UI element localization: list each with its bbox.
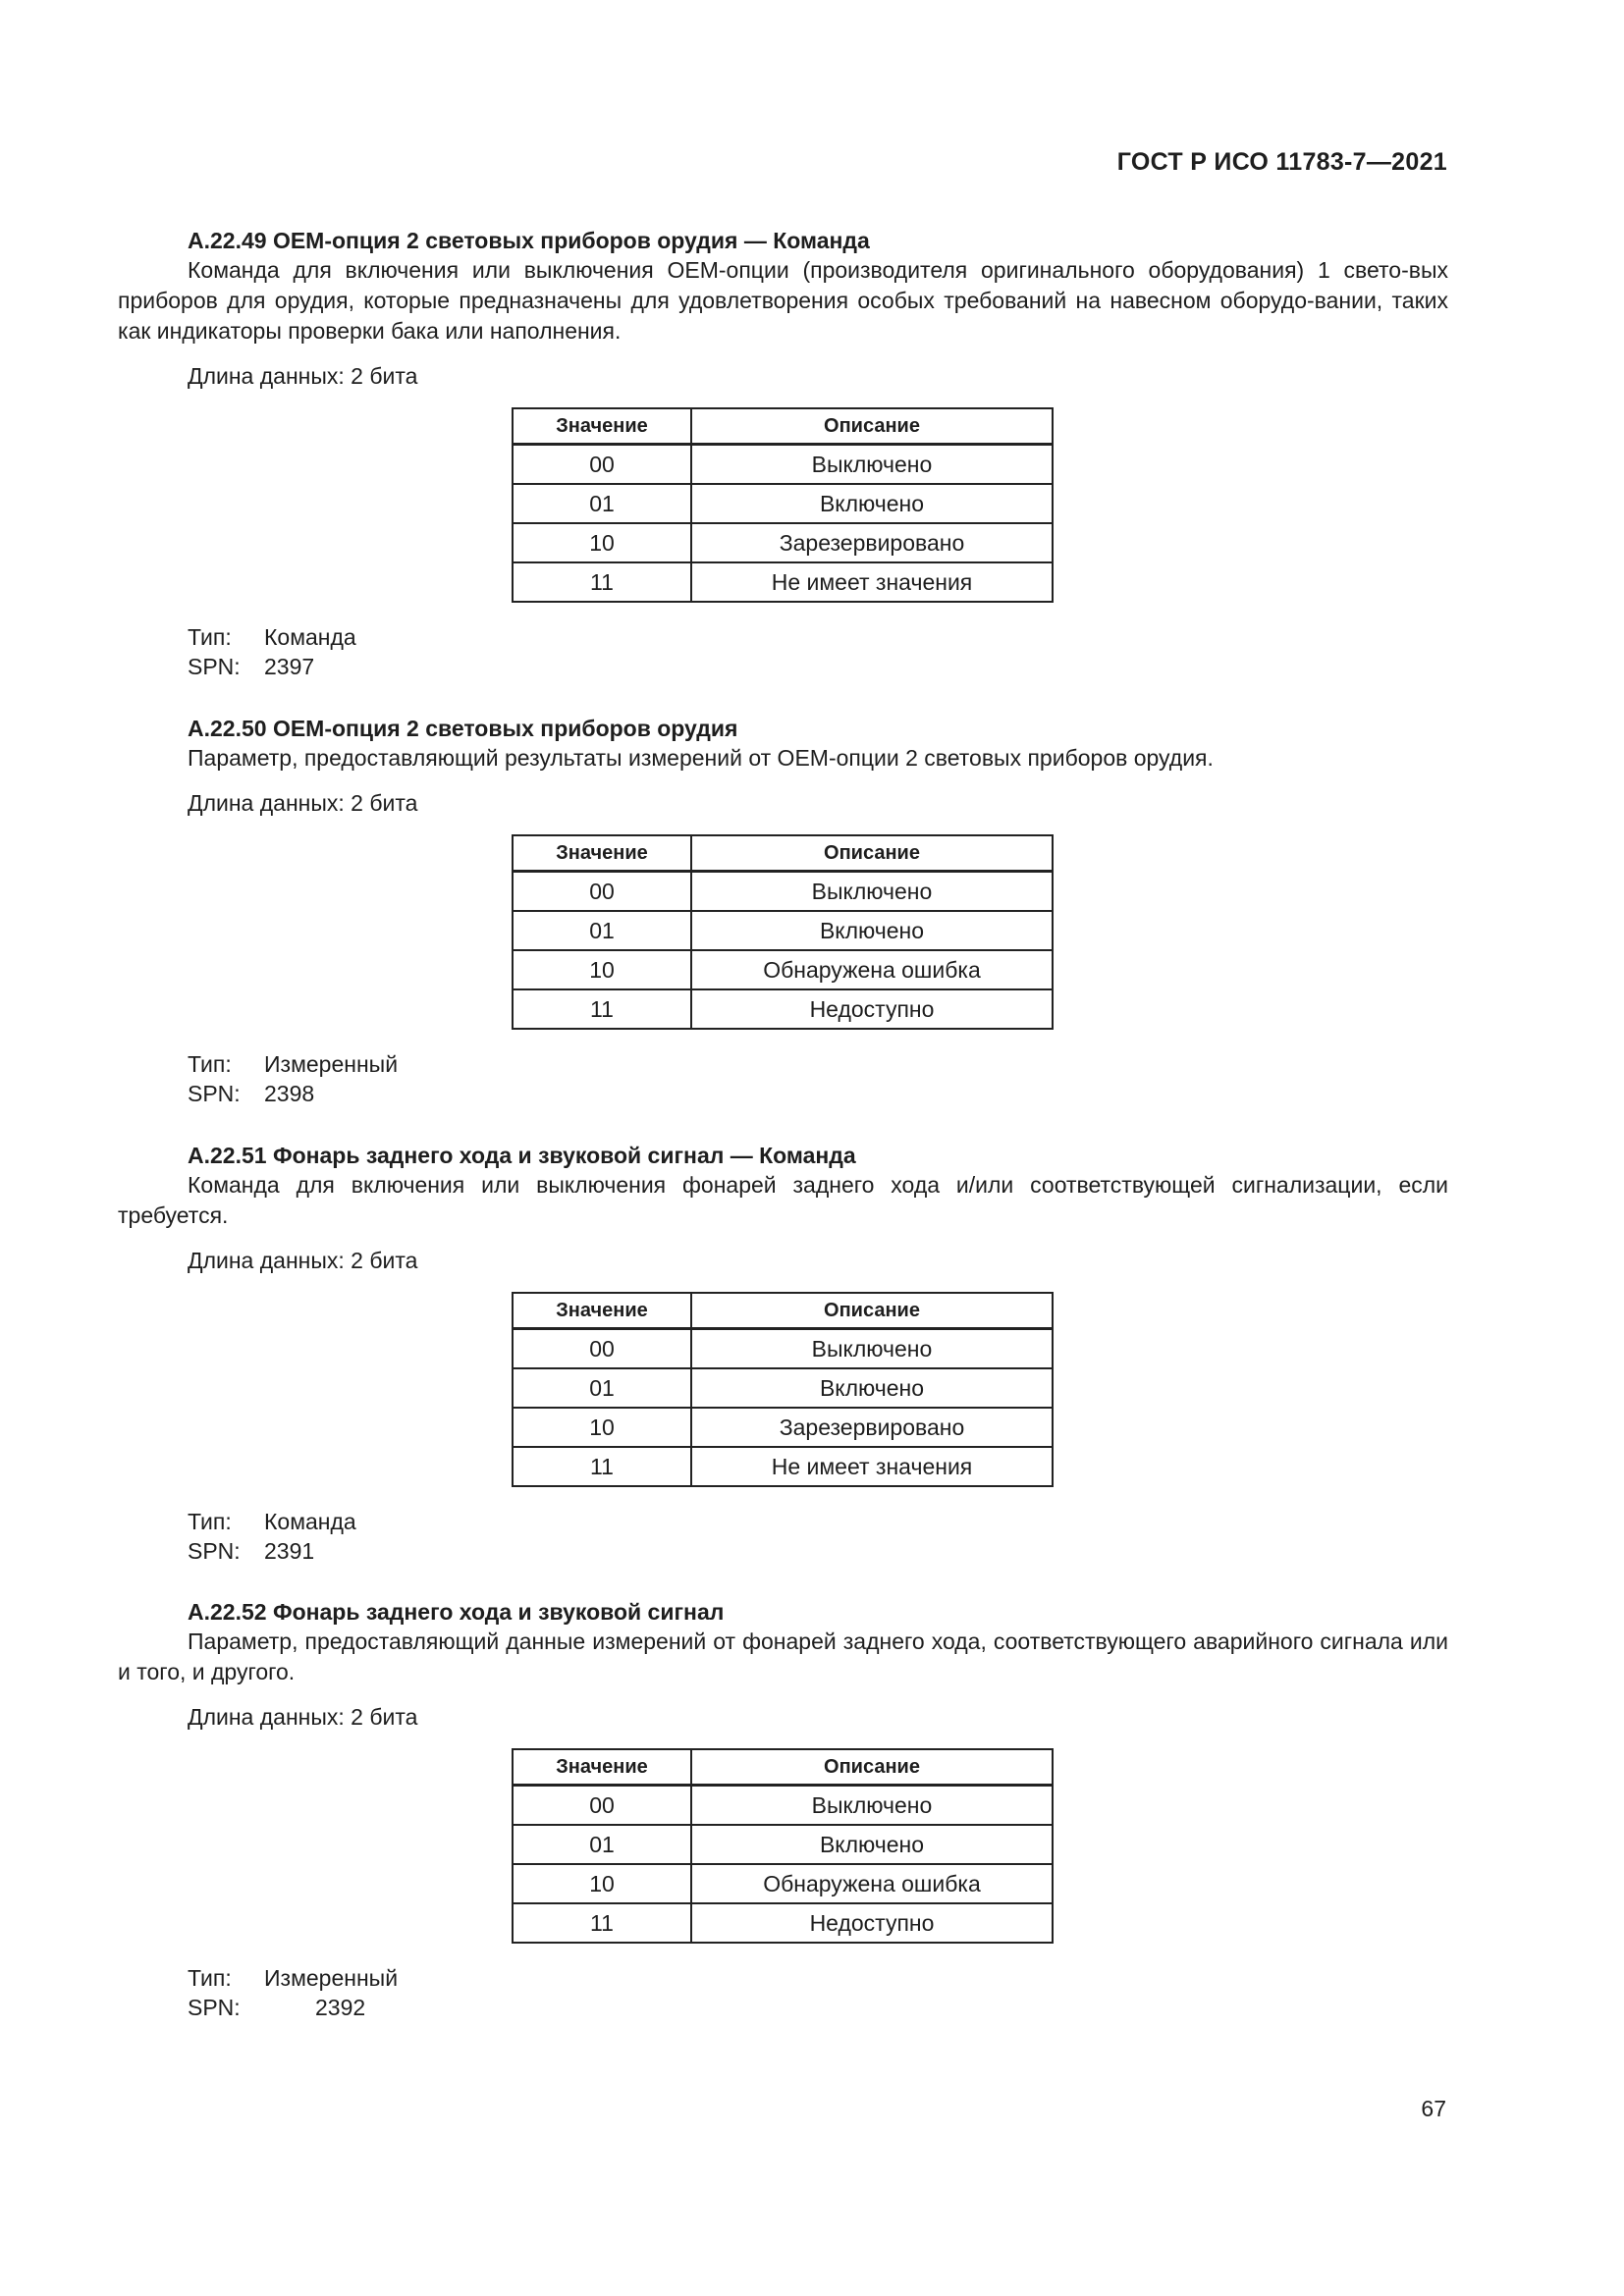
table-row — [513, 1408, 1053, 1447]
column-header-description: Описание — [691, 1293, 1053, 1329]
cell-description: Обнаружена ошибка — [691, 1864, 1053, 1903]
data-length: Длина данных: 2 бита — [188, 790, 418, 816]
spn-label: SPN: — [188, 1081, 241, 1106]
section-title: А.22.50 ОЕМ-опция 2 световых приборов орудия — [188, 716, 738, 741]
section-title: А.22.52 Фонарь заднего хода и звуковой сигнал — [188, 1599, 725, 1625]
section-a22-51 — [118, 1141, 1448, 1566]
values-table — [512, 834, 1054, 1030]
table-row — [513, 1447, 1053, 1486]
section-description: Команда для включения или выключения ОЕМ-опции (производителя оригинального оборудования) 1 свето-вых приборов для орудия, которые предназначены для удовлетворения особых требований на навесном оборудо-вании, таких как индикаторы проверки бака или наполнения. — [118, 257, 1448, 344]
table-row — [513, 484, 1053, 523]
data-length: Длина данных: 2 бита — [188, 1248, 418, 1273]
column-header-value: Значение — [513, 408, 691, 445]
cell-value: 00 — [513, 872, 691, 912]
type-value: Измеренный — [264, 1965, 399, 1991]
column-header-description: Описание — [691, 1749, 1053, 1786]
spn-value: 2398 — [264, 1081, 315, 1106]
cell-value: 00 — [513, 1329, 691, 1369]
spn-value: 2392 — [315, 1995, 366, 2020]
section-a22-49 — [118, 226, 1448, 681]
column-header-description: Описание — [691, 835, 1053, 872]
table-row — [513, 1825, 1053, 1864]
cell-value: 11 — [513, 1903, 691, 1943]
cell-description: Обнаружена ошибка — [691, 950, 1053, 989]
cell-value: 11 — [513, 989, 691, 1029]
type-value: Команда — [264, 624, 356, 650]
type-value: Команда — [264, 1509, 356, 1534]
cell-value: 01 — [513, 1825, 691, 1864]
section-a22-50 — [118, 714, 1448, 1108]
cell-description: Включено — [691, 484, 1053, 523]
column-header-value: Значение — [513, 1749, 691, 1786]
section-description: Параметр, предоставляющий результаты измерений от ОЕМ-опции 2 световых приборов орудия. — [188, 745, 1214, 771]
document-header: ГОСТ Р ИСО 11783-7—2021 — [1116, 148, 1447, 176]
cell-description: Недоступно — [691, 989, 1053, 1029]
type-label: Тип: — [188, 1509, 232, 1534]
cell-description: Выключено — [691, 1786, 1053, 1826]
cell-value: 10 — [513, 523, 691, 562]
cell-value: 10 — [513, 1864, 691, 1903]
section-description: Параметр, предоставляющий данные измерений от фонарей заднего хода, соответствующего аварийного сигнала или и того, и другого. — [118, 1629, 1448, 1684]
table-row — [513, 872, 1053, 912]
cell-description: Выключено — [691, 445, 1053, 485]
type-label: Тип: — [188, 1051, 232, 1077]
spn-label: SPN: — [188, 1538, 241, 1564]
cell-value: 11 — [513, 1447, 691, 1486]
table-row — [513, 1903, 1053, 1943]
table-row — [513, 911, 1053, 950]
values-table — [512, 1292, 1054, 1487]
section-meta — [188, 622, 1448, 681]
cell-value: 11 — [513, 562, 691, 602]
cell-value: 01 — [513, 484, 691, 523]
table-row — [513, 1864, 1053, 1903]
cell-description: Выключено — [691, 1329, 1053, 1369]
type-label: Тип: — [188, 624, 232, 650]
cell-description: Включено — [691, 911, 1053, 950]
spn-value: 2397 — [264, 654, 315, 679]
cell-description: Недоступно — [691, 1903, 1053, 1943]
column-header-value: Значение — [513, 1293, 691, 1329]
cell-description: Зарезервировано — [691, 523, 1053, 562]
cell-value: 10 — [513, 950, 691, 989]
table-row — [513, 989, 1053, 1029]
spn-value: 2391 — [264, 1538, 315, 1564]
column-header-value: Значение — [513, 835, 691, 872]
section-meta — [188, 1507, 1448, 1566]
column-header-description: Описание — [691, 408, 1053, 445]
section-meta — [188, 1963, 1448, 2022]
table-row — [513, 523, 1053, 562]
section-meta — [188, 1049, 1448, 1108]
page-number: 67 — [1421, 2096, 1446, 2121]
values-table — [512, 407, 1054, 603]
type-value: Измеренный — [264, 1051, 399, 1077]
section-description: Команда для включения или выключения фонарей заднего хода и/или соответствующей сигнализации, если требуется. — [118, 1172, 1448, 1228]
cell-value: 01 — [513, 911, 691, 950]
section-a22-52 — [118, 1597, 1448, 2022]
cell-value: 00 — [513, 1786, 691, 1826]
cell-description: Зарезервировано — [691, 1408, 1053, 1447]
cell-description: Выключено — [691, 872, 1053, 912]
data-length: Длина данных: 2 бита — [188, 1704, 418, 1730]
table-row — [513, 445, 1053, 485]
spn-label: SPN: — [188, 1995, 241, 2020]
table-row — [513, 562, 1053, 602]
cell-value: 00 — [513, 445, 691, 485]
table-row — [513, 1329, 1053, 1369]
table-row — [513, 1786, 1053, 1826]
table-row — [513, 950, 1053, 989]
cell-value: 10 — [513, 1408, 691, 1447]
table-row — [513, 1368, 1053, 1408]
cell-description: Включено — [691, 1825, 1053, 1864]
type-label: Тип: — [188, 1965, 232, 1991]
cell-value: 01 — [513, 1368, 691, 1408]
spn-label: SPN: — [188, 654, 241, 679]
section-title: А.22.49 ОЕМ-опция 2 световых приборов орудия — Команда — [188, 228, 870, 253]
section-title: А.22.51 Фонарь заднего хода и звуковой сигнал — Команда — [188, 1143, 856, 1168]
cell-description: Не имеет значения — [691, 1447, 1053, 1486]
cell-description: Не имеет значения — [691, 562, 1053, 602]
cell-description: Включено — [691, 1368, 1053, 1408]
values-table — [512, 1748, 1054, 1944]
data-length: Длина данных: 2 бита — [188, 363, 418, 389]
